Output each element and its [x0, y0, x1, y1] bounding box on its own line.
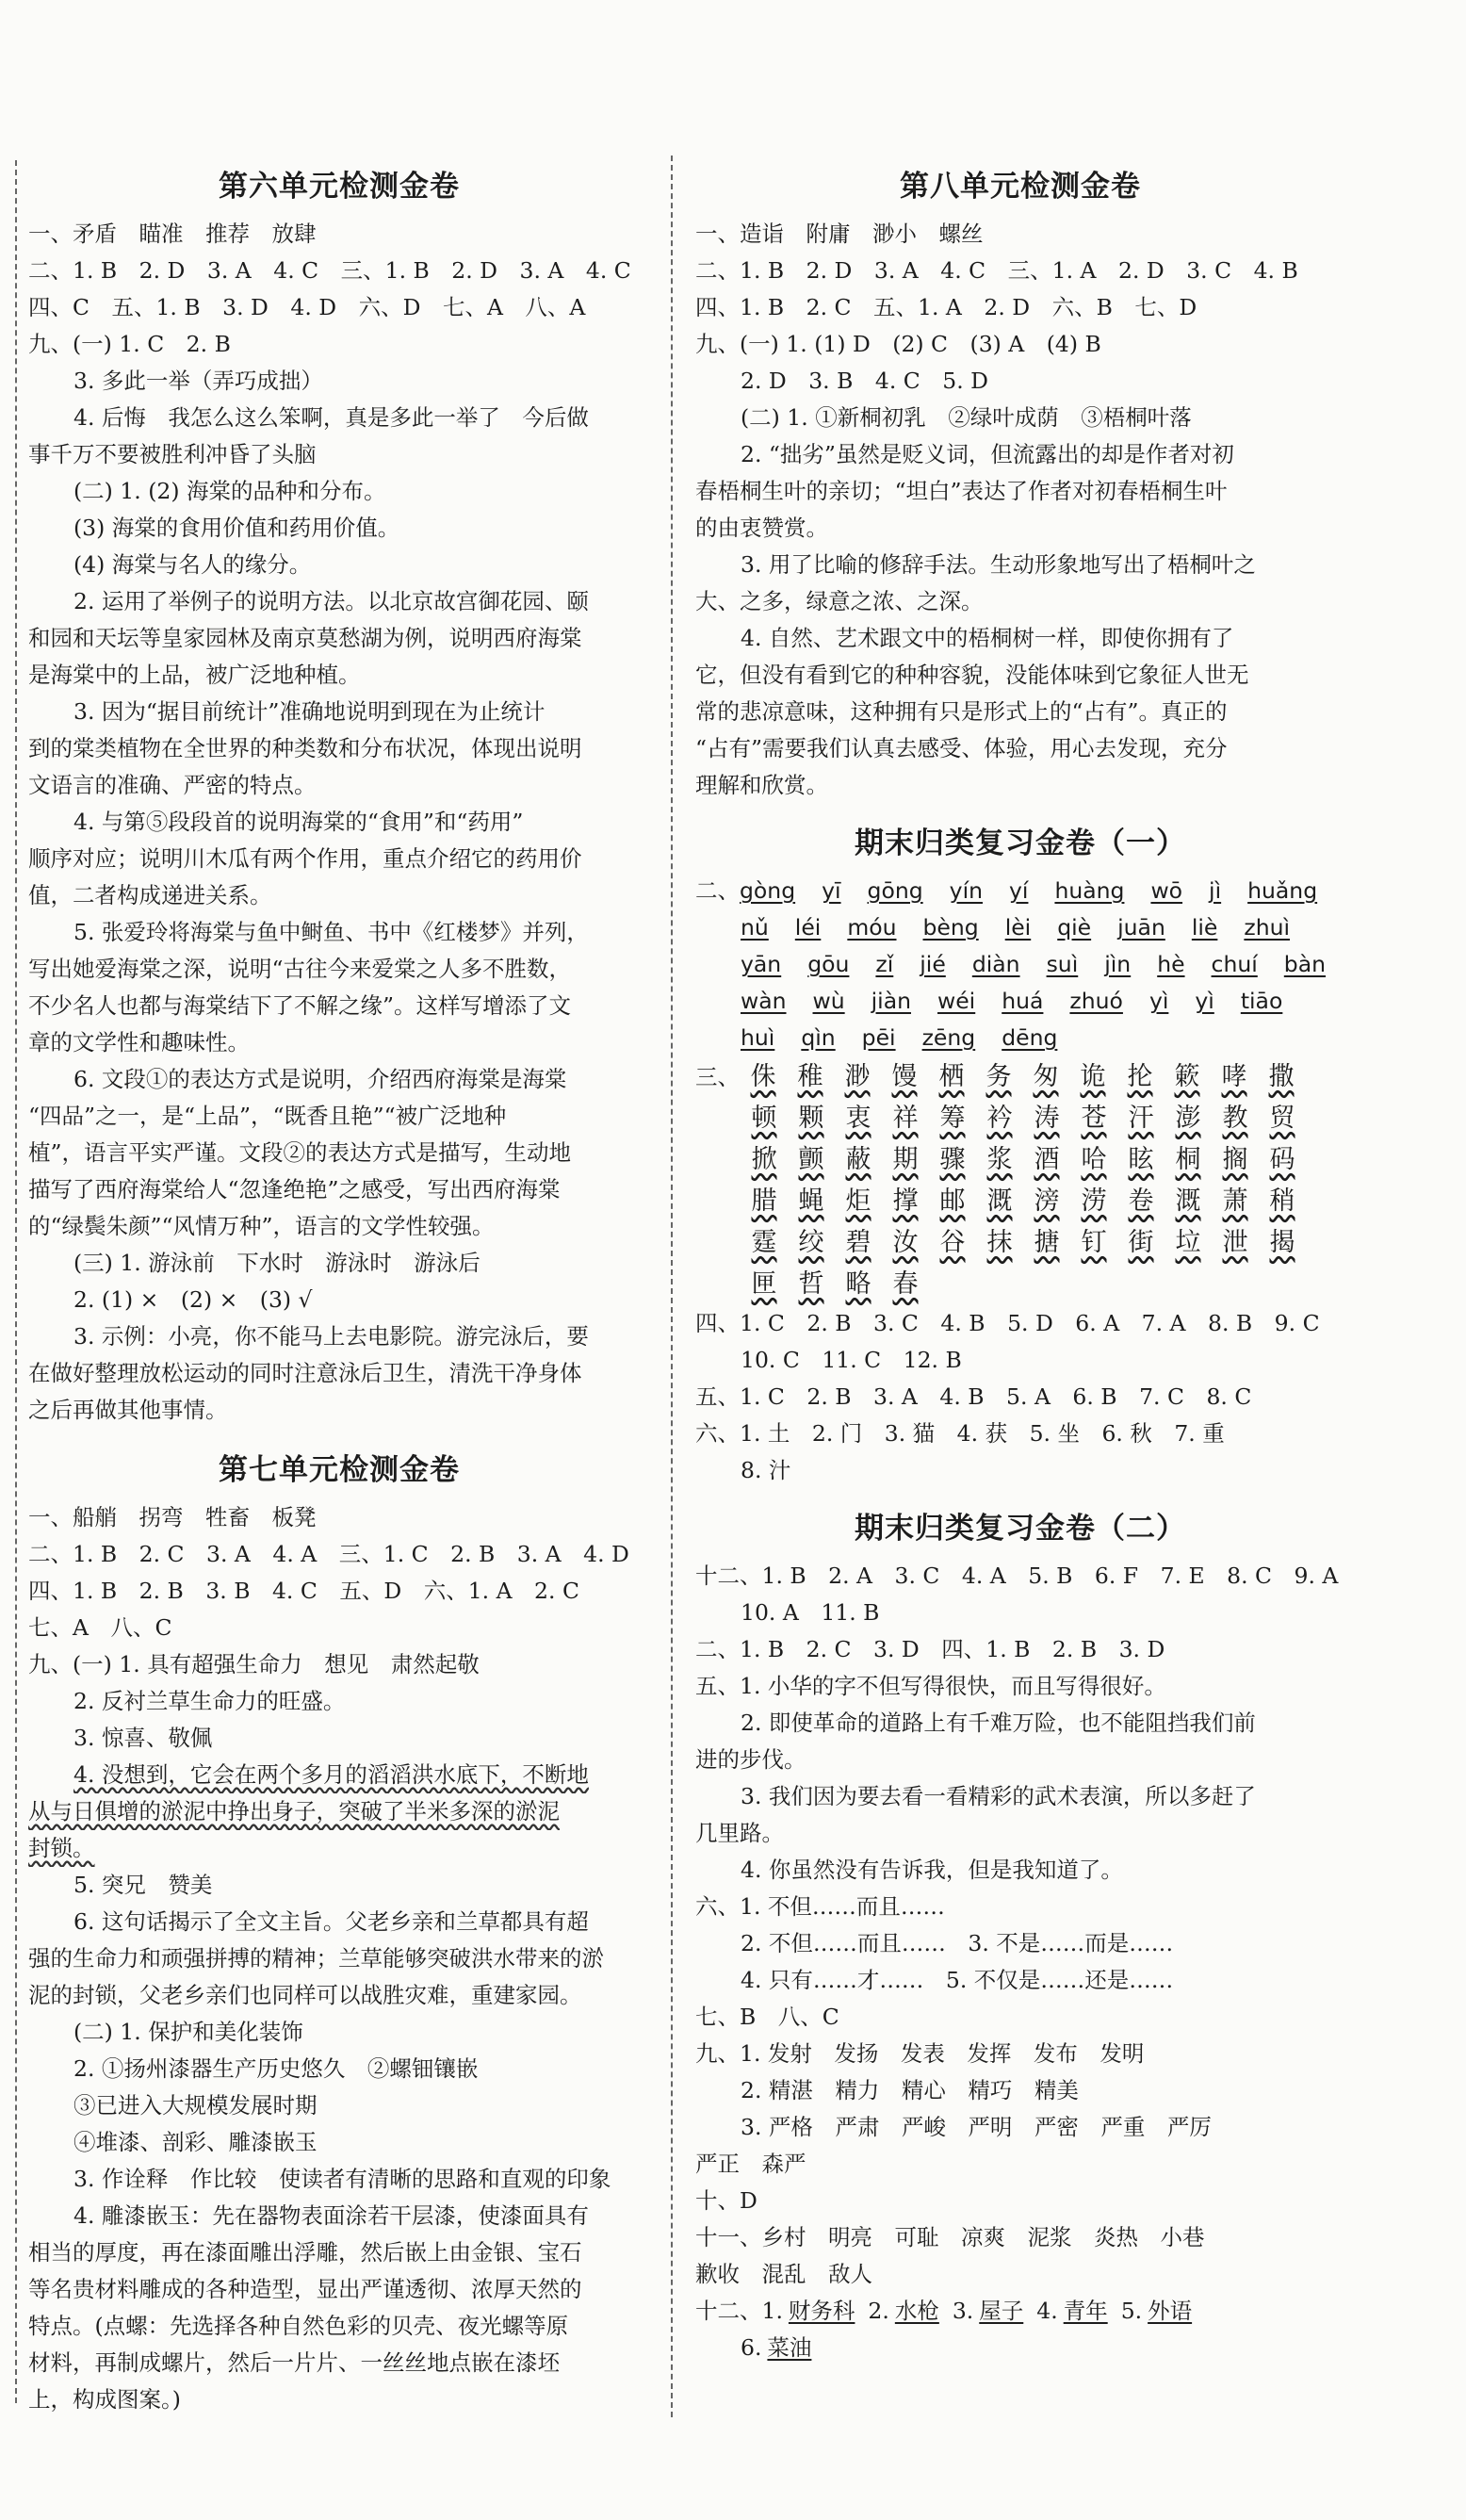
final2-last-answer [695, 2293, 1345, 2330]
answer-line: 大、之多，绿意之浓、之深。 [695, 588, 984, 614]
hanzi-answer: 贸 [1269, 1104, 1295, 1133]
answer-line: ③已进入大规模发展时期 [73, 2092, 318, 2119]
answer-line: (二) 1. 保护和美化装饰 [73, 2019, 303, 2045]
answer-line: 九、(一) 1. C 2. B [28, 331, 231, 357]
hanzi-answer: 碧 [845, 1228, 871, 1257]
answer-line: “四品”之一，是“上品”，“既香且艳”“被广泛地种 [28, 1103, 507, 1129]
hanzi-answer: 侏 [750, 1062, 776, 1091]
wavy-underlined-text: 从与日俱增的淤泥中挣出身子，突破了半米多深的淤泥 [28, 1798, 560, 1825]
answer-line: 它，但没有看到它的种种容貌，没能体味到它象征人世无 [695, 662, 1249, 688]
pinyin-answer: jìn [1104, 951, 1132, 977]
answer-line: 3. 示例：小亮，你不能马上去电影院。游完泳后，要 [73, 1323, 589, 1350]
answer-line: 七、B 八、C [695, 2004, 839, 2030]
answer-line: 章的文学性和趣味性。 [28, 1029, 250, 1055]
column-divider [671, 155, 673, 2417]
question-number: 二、 [695, 877, 740, 904]
hanzi-row [695, 1056, 1345, 1098]
pinyin-answer: hè [1157, 951, 1185, 977]
unit7-answers [28, 1499, 650, 2418]
item-number: 6. [741, 2334, 762, 2361]
pinyin-answer: wō [1150, 877, 1183, 904]
pinyin-answer: yí [1009, 877, 1029, 904]
pinyin-answer: tiāo [1240, 988, 1283, 1014]
pinyin-answer: yī [822, 877, 841, 904]
hanzi-answer: 簌 [1174, 1062, 1200, 1091]
answer-line: 2. 即使革命的道路上有千难万险，也不能阻挡我们前 [741, 1710, 1256, 1736]
final2-last-answer-6 [695, 2330, 1345, 2366]
answer-line: (二) 1. ①新桐初乳 ②绿叶成荫 ③梧桐叶落 [741, 404, 1192, 431]
hanzi-answer: 春 [892, 1269, 919, 1299]
pinyin-answer: qiè [1057, 914, 1092, 941]
hanzi-answer: 蔽 [845, 1145, 871, 1174]
pinyin-answer: huì [741, 1024, 775, 1051]
hanzi-answer: 抹 [986, 1228, 1013, 1257]
hanzi-answer: 诡 [1080, 1062, 1106, 1091]
item-number: 4. [1036, 2298, 1058, 2324]
pinyin-row [695, 909, 1345, 946]
hanzi-answer: 衿 [986, 1104, 1013, 1133]
answer-line: 一、造诣 附庸 渺小 螺丝 [695, 221, 984, 247]
hanzi-answer: 谷 [939, 1228, 966, 1257]
answer-line: 四、1. B 2. C 五、1. A 2. D 六、B 七、D [695, 294, 1197, 320]
pinyin-answer: jiàn [871, 988, 911, 1014]
hanzi-row [695, 1264, 1345, 1305]
answer-line: 3. 严格 严肃 严峻 严明 严密 严重 严厉 [741, 2114, 1212, 2140]
answer-line: 四、C 五、1. B 3. D 4. D 六、D 七、A 八、A [28, 294, 586, 320]
answer-line: 九、(一) 1. (1) D (2) C (3) A (4) B [695, 331, 1101, 357]
hanzi-answer: 稚 [797, 1062, 823, 1091]
hanzi-row [695, 1098, 1345, 1139]
answer-line: 在做好整理放松运动的同时注意泳后卫生，清洗干净身体 [28, 1360, 582, 1386]
hanzi-answer: 哮 [1221, 1062, 1247, 1091]
pinyin-answer: yín [949, 877, 983, 904]
answer-line: 进的步伐。 [695, 1746, 806, 1773]
wavy-underlined-text: 4. 没想到，它会在两个多月的滔滔洪水底下，不断地 [73, 1761, 589, 1788]
answer-line: 十二、1. B 2. A 3. C 4. A 5. B 6. F 7. E 8. C 9. A [695, 1563, 1339, 1589]
answer-line: 10. C 11. C 12. B [741, 1347, 962, 1373]
pinyin-answer: diàn [971, 951, 1020, 977]
hanzi-row [695, 1222, 1345, 1264]
underlined-answer: 外语 [1148, 2298, 1193, 2324]
unit8-answers [695, 216, 1345, 804]
answer-line: 相当的厚度，再在漆面雕出浮雕，然后嵌上由金银、宝石 [28, 2239, 582, 2266]
hanzi-answer: 衷 [845, 1104, 871, 1133]
answer-line: 一、矛盾 瞄准 推荐 放肆 [28, 221, 317, 247]
answer-line: 歉收 混乱 敌人 [695, 2261, 872, 2287]
answer-line: 2. D 3. B 4. C 5. D [741, 368, 988, 394]
hanzi-answer: 祥 [892, 1104, 919, 1133]
left-column [28, 151, 650, 2418]
answer-line: 3. 多此一举（弄巧成拙） [73, 368, 323, 394]
section-title-unit6: 第六单元检测金卷 [219, 170, 460, 204]
answer-line: 和园和天坛等皇家园林及南京莫愁湖为例，说明西府海棠 [28, 625, 582, 651]
wavy-underlined-text: 封锁。 [28, 1835, 95, 1861]
answer-line [28, 1757, 650, 1793]
answer-line: 材料，再制成螺片，然后一片片、一丝丝地点嵌在漆坯 [28, 2349, 560, 2376]
section-title-final1: 期末归类复习金卷（一） [855, 826, 1186, 860]
hanzi-answer: 浆 [986, 1145, 1013, 1174]
hanzi-answer: 匆 [1033, 1062, 1059, 1091]
pinyin-answer: zēng [921, 1024, 976, 1051]
answer-line: 2. 运用了举例子的说明方法。以北京故宫御花园、颐 [73, 588, 589, 614]
hanzi-answer: 顿 [751, 1104, 777, 1133]
answer-line: 不少名人也都与海棠结下了不解之缘”。这样写增添了文 [28, 992, 572, 1019]
answer-line: 六、1. 不但……而且…… [695, 1893, 945, 1920]
answer-line: 5. 突兄 赞美 [73, 1872, 213, 1898]
answer-line: 四、1. C 2. B 3. C 4. B 5. D 6. A 7. A 8. B 9. C [695, 1310, 1320, 1336]
unit6-answers [28, 216, 650, 1429]
answer-line: 植”，语言平实严谨。文段②的表达方式是描写，生动地 [28, 1139, 572, 1166]
hanzi-answer: 钉 [1081, 1228, 1107, 1257]
hanzi-answer: 渺 [844, 1062, 871, 1091]
hanzi-answer: 颤 [798, 1145, 824, 1174]
answer-line: 五、1. 小华的字不但写得很快，而且写得很好。 [695, 1673, 1166, 1699]
answer-line: 上，构成图案。) [28, 2386, 181, 2413]
answer-line: 6. 这句话揭示了全文主旨。父老乡亲和兰草都具有超 [73, 1908, 589, 1935]
hanzi-answer: 搁 [1222, 1145, 1248, 1174]
hanzi-answer: 滂 [1034, 1186, 1060, 1216]
answer-line: 二、1. B 2. C 3. D 四、1. B 2. B 3. D [695, 1636, 1165, 1662]
final1-answers [695, 1305, 1345, 1489]
item-number: 3. [952, 2298, 974, 2324]
pinyin-answers [695, 873, 1345, 1056]
pinyin-answer: bèng [922, 914, 979, 941]
hanzi-answer: 溉 [1175, 1186, 1201, 1216]
answer-line: 常的悲凉意味，这种拥有只是形式上的“占有”。真正的 [695, 698, 1228, 725]
answer-line: 4. 雕漆嵌玉：先在器物表面涂若干层漆，使漆面具有 [73, 2202, 589, 2229]
question-number: 十二、 [695, 2298, 762, 2324]
pinyin-answer: yì [1148, 988, 1169, 1014]
hanzi-answer: 哈 [1081, 1145, 1107, 1174]
hanzi-answer: 哲 [798, 1269, 824, 1299]
answer-line: 4. 自然、艺术跟文中的梧桐树一样，即使你拥有了 [741, 625, 1234, 651]
hanzi-answer: 颗 [798, 1104, 824, 1133]
answer-line: 3. 作诠释 作比较 使读者有清晰的思路和直观的印象 [73, 2166, 611, 2192]
pinyin-answer: zǐ [875, 951, 894, 977]
hanzi-answer: 邮 [939, 1186, 966, 1216]
hanzi-answer: 匣 [751, 1269, 777, 1299]
hanzi-answer: 馒 [891, 1062, 918, 1091]
answer-line: 顺序对应；说明川木瓜有两个作用，重点介绍它的药用价 [28, 845, 582, 872]
pinyin-answer: wéi [937, 988, 976, 1014]
pinyin-answer: qìn [801, 1024, 836, 1051]
answer-line: 3. 我们因为要去看一看精彩的武术表演，所以多赶了 [741, 1783, 1256, 1809]
answer-line: 4. 你虽然没有告诉我，但是我知道了。 [741, 1857, 1123, 1883]
hanzi-row [695, 1181, 1345, 1222]
answer-line: 等名贵材料雕成的各种造型，显出严谨透彻、浓厚天然的 [28, 2276, 582, 2302]
answer-line: 2. “拙劣”虽然是贬义词，但流露出的却是作者对初 [741, 441, 1234, 467]
pinyin-answer: yì [1195, 988, 1214, 1014]
hanzi-answer: 蝇 [798, 1186, 824, 1216]
answer-line: 九、1. 发射 发扬 发表 发挥 发布 发明 [695, 2040, 1145, 2067]
pinyin-answer: wù [812, 988, 845, 1014]
answer-line: 值，二者构成递进关系。 [28, 882, 272, 908]
hanzi-row [695, 1139, 1345, 1181]
answer-line: 四、1. B 2. B 3. B 4. C 五、D 六、1. A 2. C [28, 1578, 579, 1604]
answer-line: 4. 只有……才…… 5. 不仅是……还是…… [741, 1967, 1174, 1993]
hanzi-answer: 街 [1128, 1228, 1154, 1257]
answer-line: 十、D [695, 2187, 757, 2214]
section-title-final2: 期末归类复习金卷（二） [855, 1512, 1186, 1546]
hanzi-answer: 掀 [751, 1145, 777, 1174]
hanzi-answer: 筹 [939, 1104, 966, 1133]
answer-line: 特点。(点螺：先选择各种自然色彩的贝壳、夜光螺等原 [28, 2313, 569, 2339]
answer-line: 一、船艄 拐弯 牲畜 板凳 [28, 1504, 317, 1530]
hanzi-answer: 霆 [751, 1228, 777, 1257]
answer-line: 二、1. B 2. D 3. A 4. C 三、1. B 2. D 3. A 4. C [28, 257, 631, 284]
pinyin-answer: léi [794, 914, 822, 941]
pinyin-answer: jié [920, 951, 946, 977]
pinyin-row [695, 1020, 1345, 1056]
question-number: 三、 [695, 1064, 740, 1090]
hanzi-answer: 码 [1269, 1145, 1295, 1174]
hanzi-answer: 眩 [1128, 1145, 1154, 1174]
answer-line: (4) 海棠与名人的缘分。 [73, 551, 312, 578]
answer-line: 春梧桐生叶的亲切；“坦白”表达了作者对初春梧桐生叶 [695, 478, 1228, 504]
answer-line: (3) 海棠的食用价值和药用价值。 [73, 515, 400, 541]
answer-line: 之后再做其他事情。 [28, 1397, 228, 1423]
hanzi-answer: 酒 [1034, 1145, 1060, 1174]
hanzi-answer: 泄 [1222, 1228, 1248, 1257]
answer-line: 十一、乡村 明亮 可耻 凉爽 泥浆 炎热 小巷 [695, 2224, 1205, 2250]
hanzi-answer: 抡 [1127, 1062, 1153, 1091]
final2-answers [695, 1558, 1345, 2293]
pinyin-answer: móu [847, 914, 897, 941]
answer-line: 2. ①扬州漆器生产历史悠久 ②螺钿镶嵌 [73, 2055, 479, 2082]
hanzi-answer: 炬 [845, 1186, 871, 1216]
pinyin-answer: bàn [1283, 951, 1327, 977]
pinyin-answer: chuí [1211, 951, 1258, 977]
left-margin-rule [15, 160, 17, 2403]
item-number: 5. [1120, 2298, 1143, 2324]
pinyin-answer: dēng [1002, 1024, 1058, 1051]
answer-line: 到的棠类植物在全世界的种类数和分布状况，体现出说明 [28, 735, 582, 761]
answer-line: 七、A 八、C [28, 1614, 172, 1641]
pinyin-answer: wàn [741, 988, 787, 1014]
answer-line: 的由衷赞赏。 [695, 515, 828, 541]
answer-line: 2. (1) × (2) × (3) √ [73, 1286, 313, 1313]
hanzi-answer: 苍 [1081, 1104, 1107, 1133]
underlined-answer: 财务科 [788, 2298, 855, 2324]
answer-line: (三) 1. 游泳前 下水时 游泳时 游泳后 [73, 1250, 481, 1276]
hanzi-answer: 溉 [986, 1186, 1013, 1216]
answer-line: 二、1. B 2. C 3. A 4. A 三、1. C 2. B 3. A 4. D [28, 1541, 629, 1567]
hanzi-answer: 垃 [1175, 1228, 1201, 1257]
answer-line: 6. 文段①的表达方式是说明，介绍西府海棠是海棠 [73, 1066, 567, 1092]
hanzi-answer: 撑 [892, 1186, 919, 1216]
pinyin-answer: jì [1209, 877, 1222, 904]
answer-line [28, 1793, 650, 1830]
hanzi-answer: 汗 [1128, 1104, 1154, 1133]
hanzi-answer: 栖 [938, 1062, 965, 1091]
hanzi-answer: 澎 [1175, 1104, 1201, 1133]
hanzi-answer: 萧 [1222, 1186, 1248, 1216]
answer-line: 强的生命力和顽强拼搏的精神；兰草能够突破洪水带来的淤 [28, 1945, 604, 1972]
pinyin-answer: yān [741, 951, 782, 977]
hanzi-answer: 略 [845, 1269, 871, 1299]
pinyin-answer: gōng [867, 877, 923, 904]
underlined-answer: 屋子 [979, 2298, 1024, 2324]
hanzi-answer: 教 [1222, 1104, 1248, 1133]
answer-line: 严正 森严 [695, 2151, 806, 2177]
pinyin-answer: huàng [1054, 877, 1125, 904]
answer-line: 2. 反衬兰草生命力的旺盛。 [73, 1688, 346, 1714]
answer-line: (二) 1. (2) 海棠的品种和分布。 [73, 478, 386, 504]
answer-line: 文语言的准确、严密的特点。 [28, 772, 317, 798]
answer-line: 3. 用了比喻的修辞手法。生动形象地写出了梧桐叶之 [741, 551, 1256, 578]
pinyin-answer: gōu [807, 951, 850, 977]
pinyin-answer: suì [1046, 951, 1079, 977]
answer-line: 是海棠中的上品，被广泛地种植。 [28, 662, 361, 688]
pinyin-answer: zhuó [1069, 988, 1123, 1014]
hanzi-answer: 桐 [1175, 1145, 1201, 1174]
answer-line: 3. 惊喜、敬佩 [73, 1725, 213, 1751]
hanzi-answer: 涝 [1081, 1186, 1107, 1216]
answer-line: 4. 与第⑤段段首的说明海棠的“食用”和“药用” [73, 809, 524, 835]
hanzi-answer: 涛 [1034, 1104, 1060, 1133]
answer-line: 5. 张爱玲将海棠与鱼中鲥鱼、书中《红楼梦》并列， [73, 919, 589, 945]
hanzi-answer: 汝 [892, 1228, 919, 1257]
pinyin-answer: zhuì [1244, 914, 1291, 941]
hanzi-answers [695, 1056, 1345, 1305]
pinyin-row [695, 983, 1345, 1020]
answer-line: 理解和欣赏。 [695, 772, 828, 798]
answer-line: “占有”需要我们认真去感受、体验，用心去发现，充分 [695, 735, 1228, 761]
pinyin-answer: liè [1191, 914, 1218, 941]
answer-line: 泥的封锁，父老乡亲们也同样可以战胜灾难，重建家园。 [28, 1982, 582, 2008]
answer-line [28, 1830, 650, 1867]
item-number: 1. [761, 2298, 783, 2324]
answer-line: 二、1. B 2. D 3. A 4. C 三、1. A 2. D 3. C 4. B [695, 257, 1298, 284]
hanzi-answer: 期 [892, 1145, 919, 1174]
hanzi-answer: 搪 [1034, 1228, 1060, 1257]
underlined-answer: 菜油 [767, 2334, 812, 2361]
hanzi-answer: 撒 [1268, 1062, 1295, 1091]
pinyin-row [695, 946, 1345, 983]
section-title-unit7: 第七单元检测金卷 [219, 1453, 460, 1487]
hanzi-answer: 骤 [939, 1145, 966, 1174]
answer-line: 10. A 11. B [741, 1599, 880, 1626]
answer-line: 2. 精湛 精力 精心 精巧 精美 [741, 2077, 1079, 2103]
answer-line: ④堆漆、剖彩、雕漆嵌玉 [73, 2129, 318, 2155]
right-column [695, 151, 1345, 2366]
answer-line: 事千万不要被胜利冲昏了头脑 [28, 441, 317, 467]
pinyin-answer: huá [1002, 988, 1044, 1014]
answer-line: 3. 因为“据目前统计”准确地说明到现在为止统计 [73, 698, 546, 725]
answer-line: 写出她爱海棠之深，说明“古往今来爱棠之人多不胜数， [28, 956, 572, 982]
answer-line: 六、1. 土 2. 门 3. 猫 4. 获 5. 坐 6. 秋 7. 重 [695, 1420, 1225, 1447]
hanzi-answer: 稍 [1269, 1186, 1295, 1216]
answer-line: 4. 后悔 我怎么这么笨啊，真是多此一举了 今后做 [73, 404, 589, 431]
pinyin-answer: huǎng [1247, 877, 1318, 904]
hanzi-answer: 绞 [798, 1228, 824, 1257]
answer-line: 几里路。 [695, 1820, 784, 1846]
pinyin-answer: juān [1117, 914, 1165, 941]
underlined-answer: 青年 [1063, 2298, 1108, 2324]
pinyin-row [695, 873, 1345, 909]
section-title-unit8: 第八单元检测金卷 [900, 170, 1141, 204]
hanzi-answer: 腊 [751, 1186, 777, 1216]
hanzi-answer: 务 [985, 1062, 1012, 1091]
pinyin-answer: nǔ [741, 914, 769, 941]
answer-line: 8. 汁 [741, 1457, 791, 1483]
answer-line: 描写了西府海棠给人“忽逢绝艳”之感受，写出西府海棠 [28, 1176, 561, 1203]
answer-line: 五、1. C 2. B 3. A 4. B 5. A 6. B 7. C 8. C [695, 1383, 1252, 1410]
pinyin-answer: gòng [740, 877, 796, 904]
pinyin-answer: lèi [1004, 914, 1032, 941]
pinyin-answer: pēi [861, 1024, 896, 1051]
item-number: 2. [868, 2298, 889, 2324]
answer-line: 九、(一) 1. 具有超强生命力 想见 肃然起敬 [28, 1651, 480, 1677]
hanzi-answer: 揭 [1269, 1228, 1295, 1257]
answer-line: 2. 不但……而且…… 3. 不是……而是…… [741, 1930, 1174, 1956]
underlined-answer: 水枪 [894, 2298, 939, 2324]
hanzi-answer: 卷 [1128, 1186, 1154, 1216]
answer-line: 的“绿鬓朱颜”“风情万种”，语言的文学性较强。 [28, 1213, 495, 1239]
